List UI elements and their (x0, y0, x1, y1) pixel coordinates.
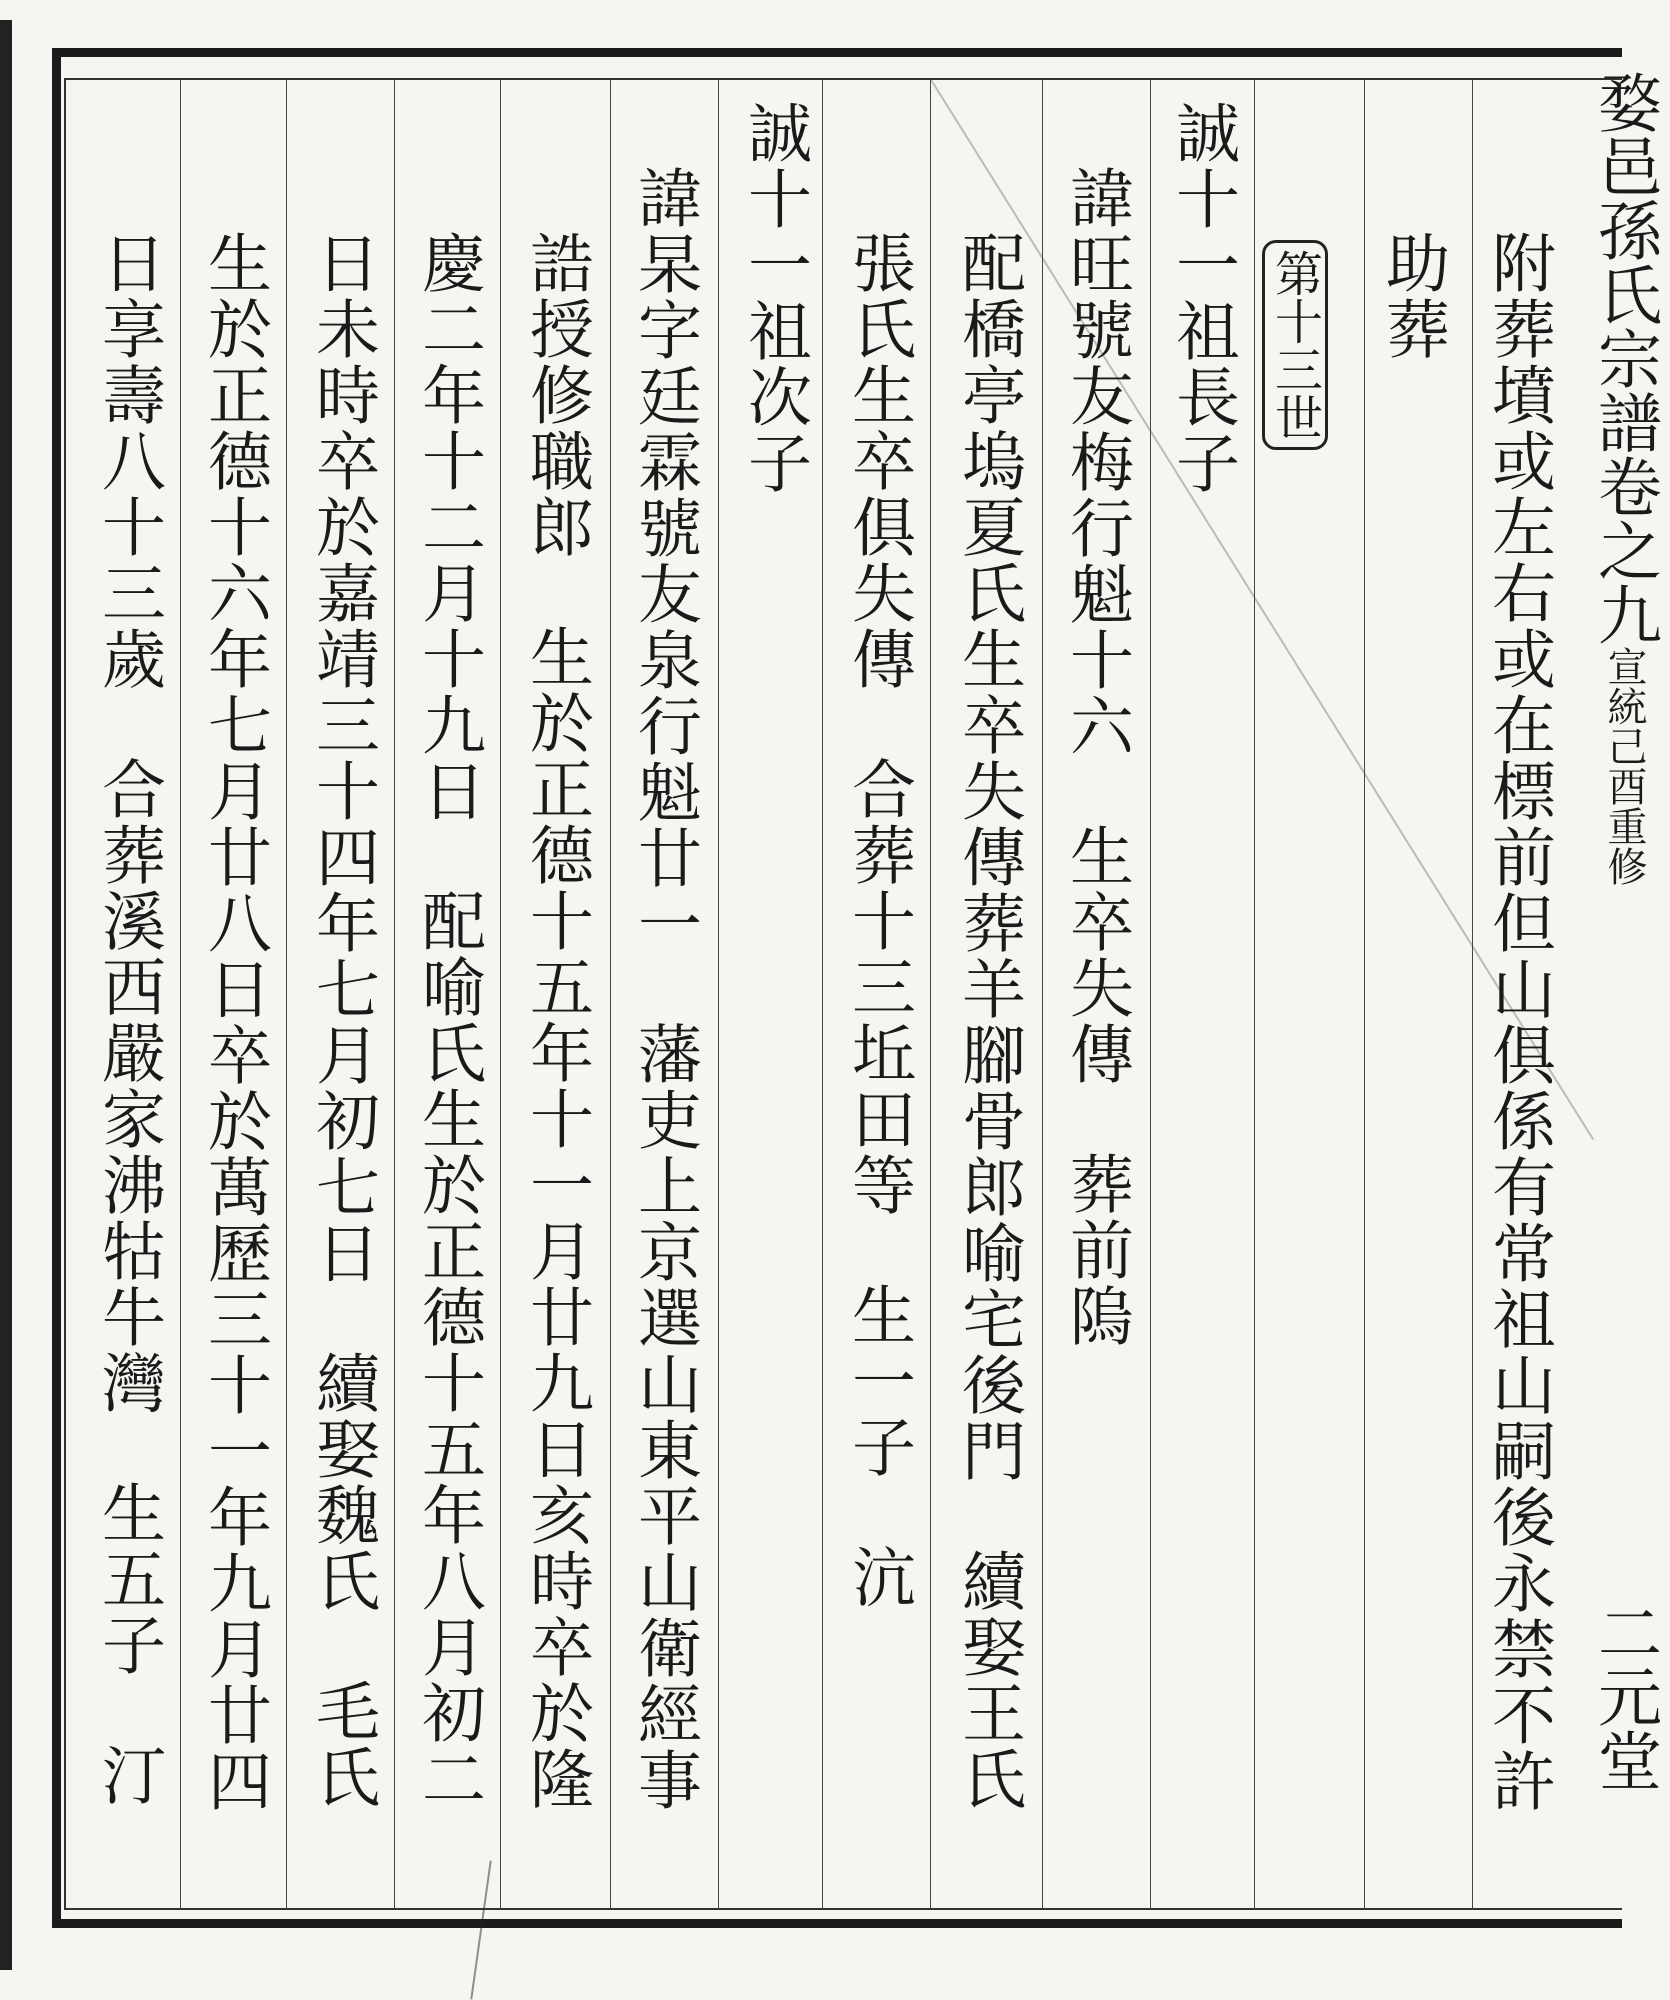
edition-note: 宣統己酉重修 (1601, 646, 1647, 886)
text-line: 諱杲字廷霖號友泉行魁廿一 (627, 165, 701, 957)
text-line: 葬前隖 (1059, 1151, 1133, 1349)
book-title: 婺邑孫氏宗譜 (1587, 70, 1661, 454)
column-rule (1364, 80, 1365, 1910)
text-column (737, 100, 811, 496)
text-line: 合葬溪西嚴家沸牯牛灣 (91, 756, 165, 1416)
text-line: 毛氏 (305, 1678, 379, 1810)
column-rule (822, 80, 823, 1910)
text-line: 生於正德十五年十一月廿九日亥時卒於隆 (519, 624, 593, 1812)
text-line: 生一子 (841, 1282, 915, 1480)
column-rule (930, 80, 931, 1910)
text-column (1375, 230, 1449, 362)
text-line: 助葬 (1375, 230, 1449, 362)
generation-marker: 第十三世 (1262, 240, 1328, 450)
column-rule (286, 80, 287, 1910)
text-line: 誠十一祖次子 (737, 100, 811, 496)
column-rule (1254, 80, 1255, 1910)
text-line: 諱旺號友梅行魁十六 (1059, 165, 1133, 759)
text-column (305, 230, 379, 1810)
column-rule (1472, 80, 1473, 1910)
text-column (1481, 230, 1555, 1814)
column-rule (1150, 80, 1151, 1910)
text-column (951, 230, 1025, 1812)
text-line: 沆 (841, 1544, 915, 1610)
text-line: 張氏生卒俱失傳 (841, 230, 915, 692)
text-column (519, 230, 593, 1812)
text-column (1165, 100, 1239, 496)
text-line: 生於正德十六年七月廿八日卒於萬歷三十一年九月廿四 (197, 230, 271, 1814)
text-line: 附葬墳或左右或在標前但山俱係有常祖山嗣後永禁不許 (1481, 230, 1555, 1814)
text-line: 日享壽八十三歲 (91, 230, 165, 692)
column-rule (180, 80, 181, 1910)
text-column (411, 230, 485, 1812)
text-line: 生卒失傳 (1059, 823, 1133, 1087)
text-line: 慶二年十二月十九日 (411, 230, 485, 824)
volume-label: 卷之九 (1587, 454, 1661, 646)
text-line: 配喻氏生於正德十五年八月初二 (411, 888, 485, 1812)
text-line: 藩吏上京選山東平山衛經事 (627, 1021, 701, 1813)
text-line: 續娶王氏 (951, 1548, 1025, 1812)
text-column (627, 165, 701, 1813)
column-rule (394, 80, 395, 1910)
text-column (197, 230, 271, 1814)
text-line: 配橋亭塢夏氏生卒失傳葬羊腳骨郎喻宅後門 (951, 230, 1025, 1484)
binding-edge (0, 20, 12, 1970)
book-header (1578, 70, 1670, 886)
column-rule (500, 80, 501, 1910)
text-line: 日未時卒於嘉靖三十四年七月初七日 (305, 230, 379, 1286)
text-line: 生五子 (91, 1480, 165, 1678)
text-line: 誥授修職郎 (519, 230, 593, 560)
column-rule (610, 80, 611, 1910)
text-column (91, 230, 165, 1808)
text-line: 合葬十三坵田等 (841, 756, 915, 1218)
column-rule (1042, 80, 1043, 1910)
text-line: 續娶魏氏 (305, 1350, 379, 1614)
text-line: 汀 (91, 1742, 165, 1808)
text-line: 誠十一祖長子 (1165, 100, 1239, 496)
text-column (841, 230, 915, 1610)
text-column (1059, 165, 1133, 1349)
hall-name: 二元堂 (1587, 1600, 1661, 1792)
column-rule (718, 80, 719, 1910)
